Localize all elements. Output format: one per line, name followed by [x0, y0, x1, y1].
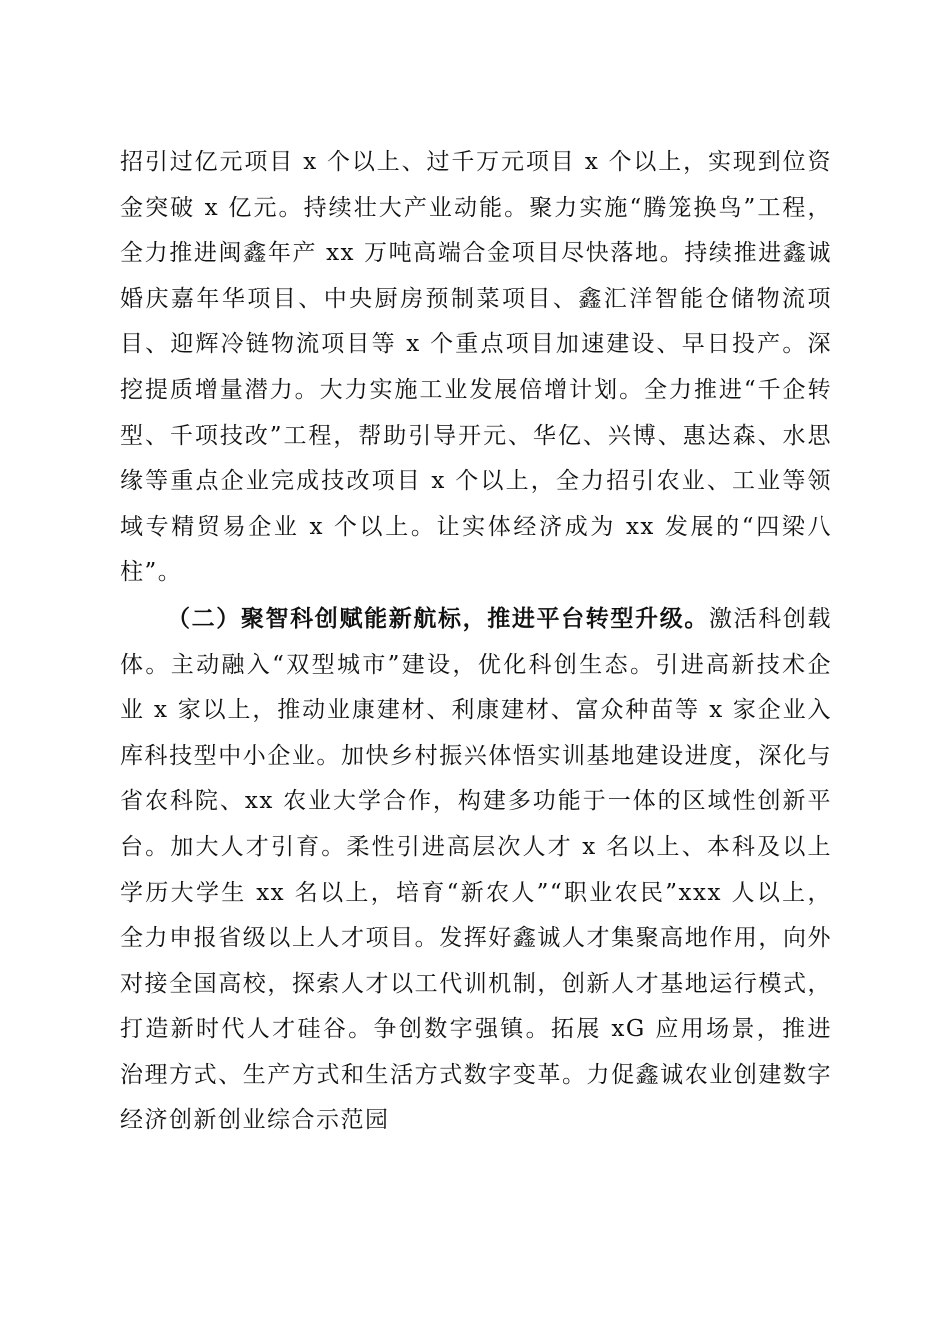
document-body [120, 140, 832, 1144]
paragraph-1 [120, 140, 832, 596]
section-heading-2: （二）聚智科创赋能新航标，推进平台转型升级。 [167, 604, 709, 632]
paragraph-2-text: 激活科创载体。主动融入“双型城市”建设，优化科创生态。引进高新技术企业 x 家以上，推动业康建材、利康建材、富众种苗等 x 家企业入库科技型中小企业。加快乡村振兴体悟实训基地建设进度，深化与省农科院、xx 农业大学合作，构建多功能于一体的区域性创新平台。加大人才引育。柔性引进高层次人才 x 名以上、本科及以上学历大学生 xx 名以上，培育“新农人”“职业农民”xxx 人以上，全力申报省级以上人才项目。发挥好鑫诚人才集聚高地作用，向外对接全国高校，探索人才以工代训机制，创新人才基地运行模式，打造新时代人才硅谷。争创数字强镇。拓展 xG 应用场景，推进治理方式、生产方式和生活方式数字变革。力促鑫诚农业创建数字经济创新创业综合示范园 [120, 605, 833, 1134]
paragraph-1-text: 招引过亿元项目 x 个以上、过千万元项目 x 个以上，实现到位资金突破 x 亿元。持续壮大产业动能。聚力实施“腾笼换鸟”工程，全力推进闽鑫年产 xx 万吨高端合金项目尽快落地。持续推进鑫诚婚庆嘉年华项目、中央厨房预制菜项目、鑫汇洋智能仓储物流项目、迎辉冷链物流项目等 x 个重点项目加速建设、早日投产。深挖提质增量潜力。大力实施工业发展倍增计划。全力推进“千企转型、千项技改”工程，帮助引导开元、华亿、兴博、惠达森、水思缘等重点企业完成技改项目 x 个以上，全力招引农业、工业等领域专精贸易企业 x 个以上。让实体经济成为 xx 发展的“四梁八柱”。 [120, 149, 832, 586]
paragraph-2 [120, 596, 832, 1144]
